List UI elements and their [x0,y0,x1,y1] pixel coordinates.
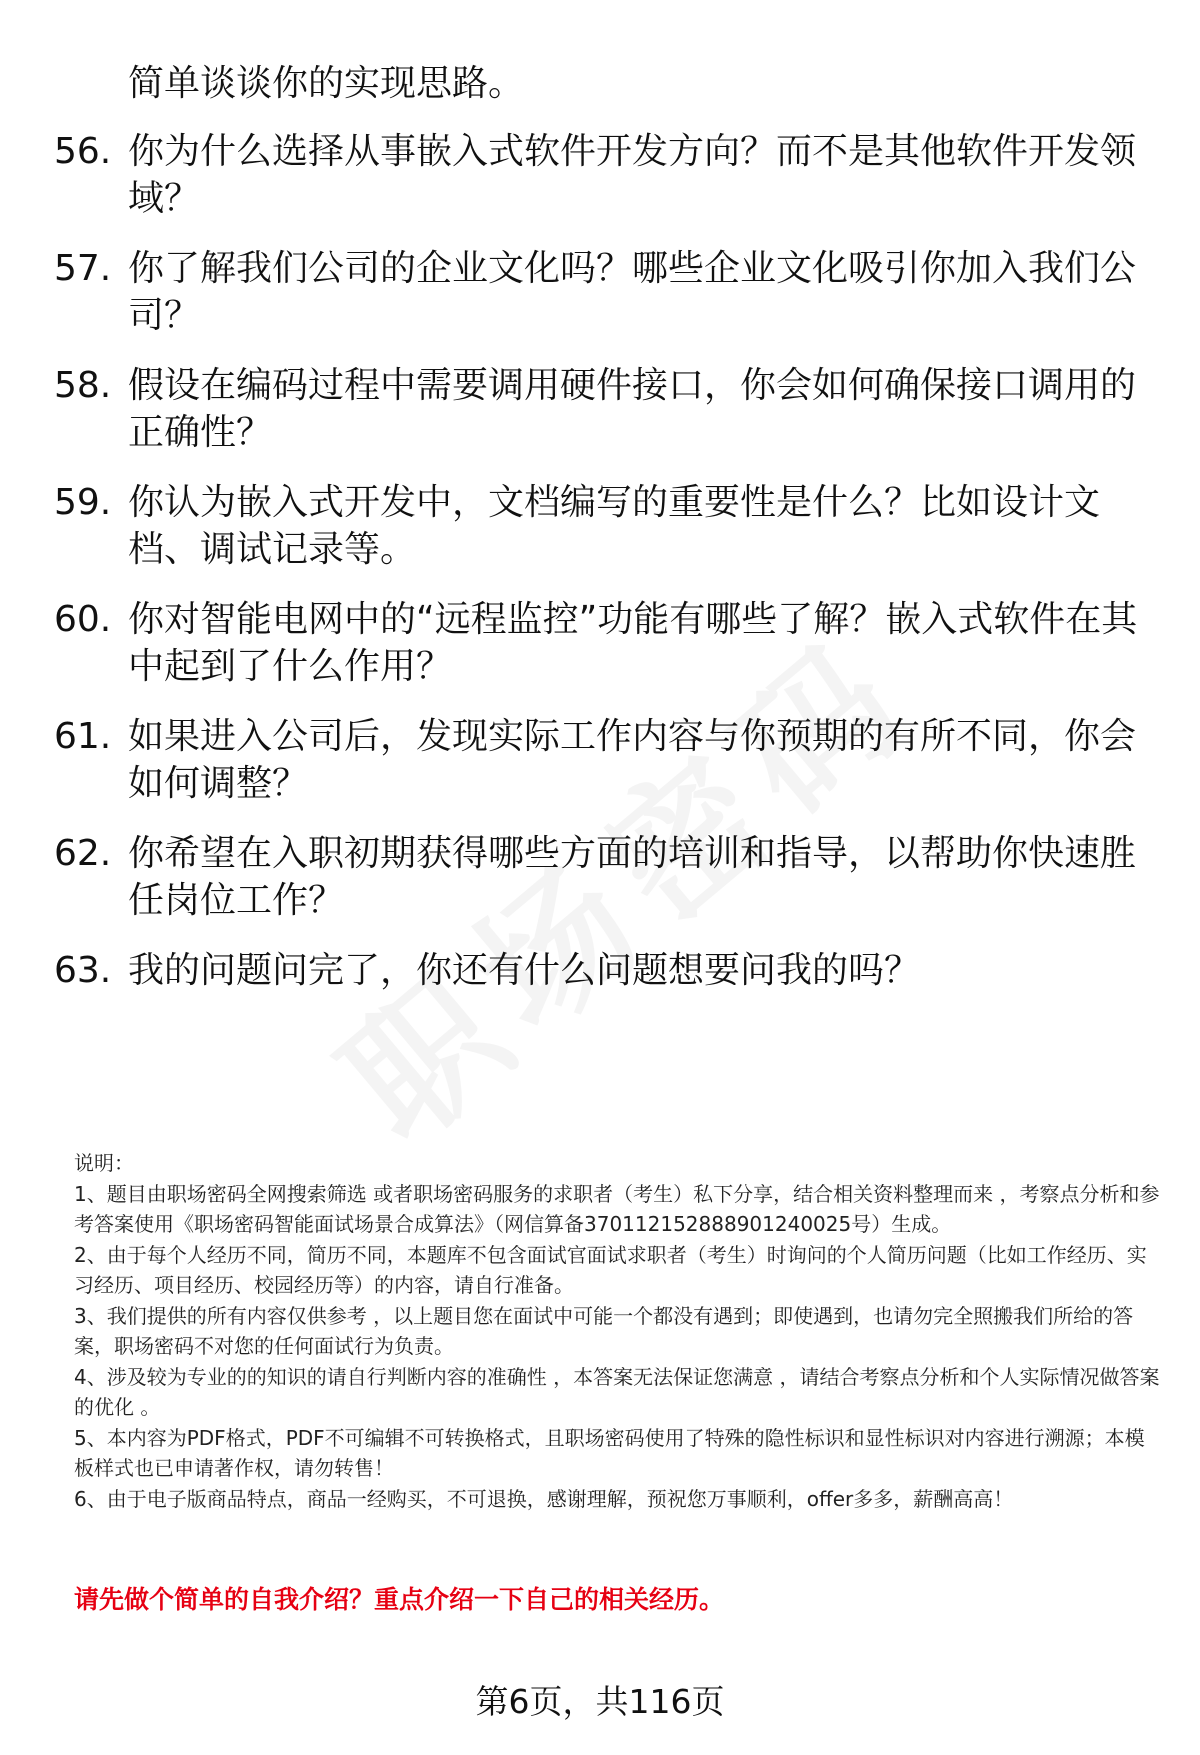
question-text: 你认为嵌入式开发中，文档编写的重要性是什么？比如设计文档、调试记录等。 [128,482,1101,570]
question-60 [54,596,1154,690]
question-number: 61. [54,716,112,757]
question-63 [54,947,1154,994]
question-number: 57. [54,248,112,289]
question-56 [54,128,1154,222]
question-number: 59. [54,482,112,523]
note-item: 6、由于电子版商品特点，商品一经购买，不可退换，感谢理解，预祝您万事顺利，offer多多，薪酬高高！ [74,1486,1014,1511]
question-62 [54,830,1154,924]
question-number: 60. [54,599,112,640]
note-item: 4、涉及较为专业的的知识的请自行判断内容的准确性 ，本答案无法保证您满意 ，请结合考察点分析和个人实际情况做答案的优化 。 [74,1364,1160,1419]
notes-heading: 说明： [74,1151,134,1175]
question-57 [54,245,1154,339]
question-number: 56. [54,131,112,172]
note-item: 3、我们提供的所有内容仅供参考 ，以上题目您在面试中可能一个都没有遇到；即使遇到，也请勿完全照搬我们所给的答案，职场密码不对您的任何面试行为负责。 [74,1303,1134,1358]
question-59 [54,479,1154,573]
continuation-line [54,60,1154,107]
note-item: 5、本内容为PDF格式，PDF不可编辑不可转换格式，且职场密码使用了特殊的隐性标识和显性标识对内容进行溯源；本模板样式也已申请著作权，请勿转售！ [74,1425,1145,1480]
page-footer: 第6页，共116页 [475,1682,725,1721]
note-item: 2、由于每个人经历不同，简历不同，本题库不包含面试官面试求职者（考生）时询问的个人简历问题（比如工作经历、实习经历、项目经历、校园经历等）的内容，请自行准备。 [74,1242,1147,1297]
question-text: 你为什么选择从事嵌入式软件开发方向？而不是其他软件开发领域？ [128,131,1137,219]
question-61 [54,713,1154,807]
question-58 [54,362,1154,456]
question-text: 你对智能电网中的“远程监控”功能有哪些了解？嵌入式软件在其中起到了什么作用？ [128,599,1138,687]
question-number: 63. [54,950,112,991]
question-text: 你希望在入职初期获得哪些方面的培训和指导，以帮助你快速胜任岗位工作？ [128,833,1137,921]
question-text: 我的问题问完了，你还有什么问题想要问我的吗？ [128,950,921,991]
question-number: 62. [54,833,112,874]
question-number: 58. [54,365,112,406]
question-text: 如果进入公司后，发现实际工作内容与你预期的有所不同，你会如何调整？ [128,716,1137,804]
note-item: 1、题目由职场密码全网搜索筛选 或者职场密码服务的求职者（考生）私下分享，结合相关资料整理而来 ，考察点分析和参考答案使用《职场密码智能面试场景合成算法》（网信算备370112152888901240025号）生成。 [74,1181,1160,1236]
continuation-text: 简单谈谈你的实现思路。 [128,63,525,104]
highlight-question: 请先做个简单的自我介绍？重点介绍一下自己的相关经历。 [74,1585,725,1614]
question-text: 你了解我们公司的企业文化吗？哪些企业文化吸引你加入我们公司？ [128,248,1137,336]
disclaimer-notes [74,1148,1164,1514]
question-text: 假设在编码过程中需要调用硬件接口，你会如何确保接口调用的正确性？ [128,365,1137,453]
